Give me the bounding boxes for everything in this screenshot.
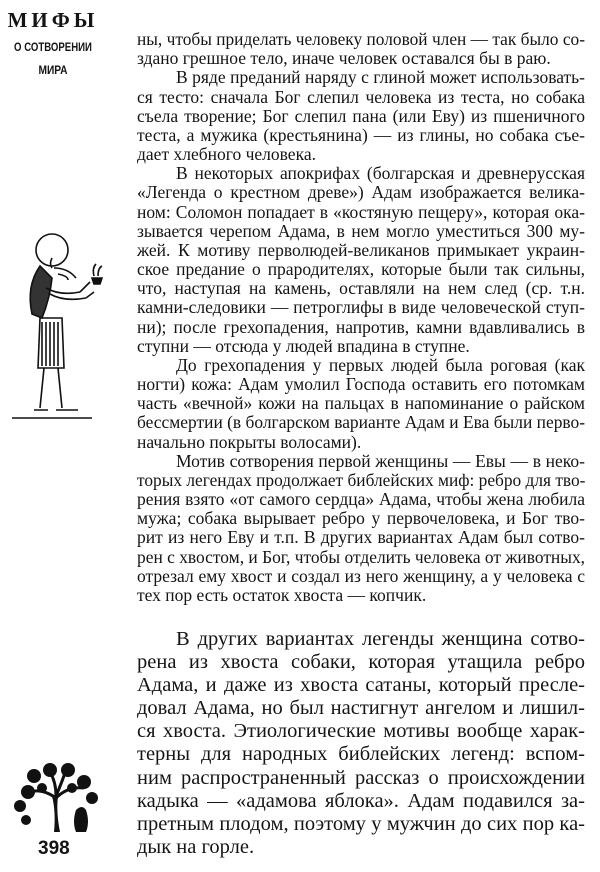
text-line: часть «вечной» кожи на пальцах в напоминание о райском xyxy=(137,393,585,414)
text-line: В ряде преданий наряду с глиной может использовать- xyxy=(176,67,585,88)
body-text-upper xyxy=(137,30,585,605)
text-line: ны, чтобы приделать человеку половой член — так было со- xyxy=(137,29,585,49)
running-head-subtitle-2: МИРА xyxy=(38,63,68,77)
text-line: терны для народных библейских легенд: вспом- xyxy=(137,743,585,766)
text-line: До грехопадения у первых людей была роговая (как xyxy=(176,354,585,375)
text-line: В других вариантах легенды женщина сотво- xyxy=(176,628,585,650)
text-line: зывается черепом Адама, в нем могло уместиться 300 му- xyxy=(137,220,585,241)
text-line: кадыка — «адамова яблока». Адам подавился за- xyxy=(137,789,585,812)
text-line: рения взято «от самого сердца» Адама, чтобы жена любила xyxy=(137,489,585,510)
egyptian-deity-illustration xyxy=(10,228,110,424)
page-number: 398 xyxy=(38,838,70,859)
text-line: что, наступая на камень, оставляли на нем след (ср. т.н. xyxy=(137,278,585,299)
text-line: ним распространенный рассказ о происхождении xyxy=(137,766,585,789)
text-line: ни); после грехопадения, напротив, камни вдавливались в xyxy=(137,316,585,337)
text-line: Мотив сотворения первой женщины — Евы — в неко- xyxy=(176,450,585,471)
running-head-subtitle: О СОТВОРЕНИИ xyxy=(14,40,92,54)
text-line: съела творение; Бог слепил пана (или Еву) из пшеничного xyxy=(137,105,585,126)
text-line: В некоторых апокрифах (болгарская и древнерусская xyxy=(176,163,585,184)
text-line: ногти) кожа: Адам умолил Господа оставить его потомкам xyxy=(137,374,585,395)
text-line: жей. К мотиву перволюдей-великанов примыкает украин- xyxy=(137,239,585,260)
text-line: довал Адама, но был настигнут ангелом и лишил- xyxy=(137,697,585,720)
text-line: отрезал ему хвост и создал из него женщину, а у человека с xyxy=(137,565,585,586)
text-line: мужа; собака вырывает ребро у первочеловека, и Бог тво- xyxy=(137,508,585,529)
text-line: ном: Соломон попадает в «костяную пещеру», которая ока- xyxy=(137,201,585,222)
text-line: дык на горле. xyxy=(137,835,255,858)
text-line: «Легенда о крестном древе») Адам изображается велика- xyxy=(137,182,585,203)
text-line: претным плодом, поэтому у мужчин до сих пор ка- xyxy=(137,812,585,835)
tree-vignette-icon xyxy=(14,762,104,834)
text-line: начально покрыты волосами). xyxy=(137,431,362,452)
text-line: ся тесто: сначала Бог слепил человека из теста, но собака xyxy=(137,86,585,107)
text-line: здано грешное тело, иначе человек оставался бы в раю. xyxy=(137,48,551,69)
text-line: бессмертии (в болгарском варианте Адам и Ева были перво- xyxy=(137,412,586,433)
text-line: рит из него Еву и т.п. В других вариантах Адам был сотво- xyxy=(137,527,585,548)
text-line: Адама, и даже из хвоста сатаны, который пресле- xyxy=(137,674,585,697)
text-line: торых легендах продолжает библейских миф: ребро для тво- xyxy=(137,469,586,490)
running-head-title: МИФЫ xyxy=(7,8,99,32)
text-line: ся хвоста. Этиологические мотивы вообще харак- xyxy=(137,720,585,743)
text-line: ское предание о прародителях, которые были так сильны, xyxy=(137,259,585,280)
body-text-lower xyxy=(137,628,585,859)
text-line: тех пор есть остаток хвоста — копчик. xyxy=(137,584,427,605)
text-line: камни-следовики — петроглифы в виде человеческой ступ- xyxy=(137,297,585,318)
text-line: ступни — отсюда у людей впадина в ступне. xyxy=(137,335,470,356)
text-line: дает хлебного человека. xyxy=(137,144,316,165)
text-line: рен с хвостом, и Бог, чтобы отделить человека от животных, xyxy=(137,546,586,567)
text-line: теста, а мужика (крестьянина) — из глины, но собака съе- xyxy=(137,124,585,145)
text-line: рена из хвоста собаки, которая утащила ребро xyxy=(137,651,585,674)
